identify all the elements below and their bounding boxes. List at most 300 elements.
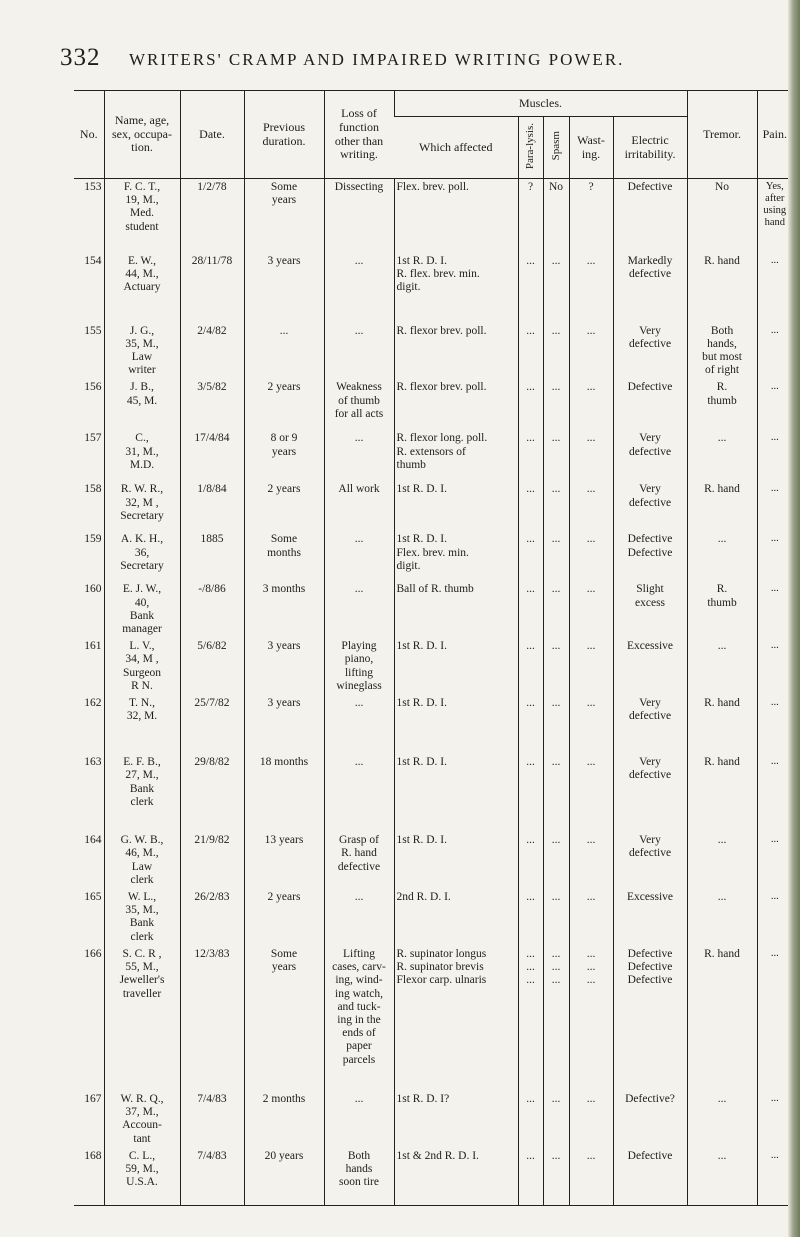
cell-electric-irritability: [613, 1148, 687, 1206]
cell-paralysis-text: ...: [526, 381, 535, 394]
cell-electric-irritability-text: Very defective: [628, 834, 672, 860]
cell-previous-duration-text: 2 months: [262, 1092, 306, 1105]
cell-spasm-text: ...: [551, 381, 561, 394]
cell-date-text: 7/4/83: [197, 1092, 227, 1105]
table-row: [74, 179, 792, 253]
cell-wasting-text: ?: [588, 181, 594, 193]
cell-electric-irritability-text: Very defective: [628, 324, 672, 350]
cell-date: [180, 638, 244, 695]
cell-date: [180, 379, 244, 430]
cell-case-number: [74, 323, 104, 380]
cell-paralysis-text: ...: [526, 533, 535, 546]
cell-case-number: [74, 695, 104, 754]
cell-date: [180, 832, 244, 889]
cell-paralysis: [518, 695, 543, 754]
cell-electric-irritability: [613, 832, 687, 889]
cell-pain-text: ...: [770, 834, 779, 846]
cell-tremor-text: Both hands, but most of right: [702, 324, 742, 377]
cell-loss-of-function: [324, 695, 394, 754]
cell-wasting: [569, 379, 613, 430]
cell-paralysis: [518, 832, 543, 889]
cell-case-number-text: 154: [84, 254, 102, 267]
cell-paralysis-text: ...: [526, 483, 535, 496]
header-pain: Pain.: [757, 91, 792, 179]
cell-spasm-text: ...: [551, 432, 561, 445]
cell-muscles-affected: [394, 1091, 518, 1148]
cell-previous-duration-text: 3 years: [267, 254, 301, 267]
cell-patient-text: J. G., 35, M., Law writer: [125, 324, 159, 377]
cell-spasm-text: ...: [551, 483, 561, 496]
cell-loss-of-function: [324, 430, 394, 481]
cell-date: [180, 531, 244, 581]
cell-case-number-text: 155: [84, 324, 102, 337]
cell-spasm-text: No: [548, 181, 564, 193]
cell-loss-of-function-text: Dissecting: [334, 181, 384, 193]
header-no: No.: [74, 91, 104, 179]
cell-date: [180, 695, 244, 754]
cell-tremor: [687, 481, 757, 531]
cell-spasm: [543, 695, 569, 754]
header-loss-of-function: Loss of function other than writing.: [324, 91, 394, 179]
cell-paralysis: [518, 323, 543, 380]
cell-paralysis-text: ...: [526, 432, 535, 445]
cell-muscles-affected: [394, 946, 518, 1091]
cell-case-number-text: 167: [84, 1092, 102, 1105]
cell-patient: [104, 638, 180, 695]
cell-date: [180, 754, 244, 832]
cell-previous-duration: [244, 379, 324, 430]
cell-wasting: [569, 531, 613, 581]
cell-tremor: [687, 638, 757, 695]
cell-paralysis-text: ...: [526, 697, 535, 710]
cell-patient-text: C., 31, M., M.D.: [125, 432, 159, 471]
cell-muscles-affected-text: 1st R. D. I.: [396, 640, 447, 653]
cell-spasm: [543, 946, 569, 1091]
cell-electric-irritability: [613, 581, 687, 638]
cell-spasm: [543, 430, 569, 481]
header-previous-duration: Previous duration.: [244, 91, 324, 179]
table-row: [74, 638, 792, 695]
cell-spasm-text: ...: [551, 533, 561, 546]
cell-date-text: 17/4/84: [194, 432, 230, 445]
cell-case-number-text: 168: [84, 1149, 102, 1162]
cell-date: [180, 889, 244, 946]
cell-date: [180, 253, 244, 323]
cell-pain: [757, 323, 792, 380]
cell-paralysis-text: ...: [526, 891, 535, 903]
cell-case-number-text: 166: [84, 947, 102, 960]
cell-electric-irritability: [613, 323, 687, 380]
book-spine-edge: [788, 0, 800, 1237]
header-muscles: Muscles.: [394, 91, 687, 117]
cell-muscles-affected: [394, 832, 518, 889]
cell-previous-duration-text: 20 years: [264, 1149, 304, 1162]
cell-date-text: 7/4/83: [197, 1149, 227, 1162]
cell-spasm: [543, 253, 569, 323]
cell-muscles-affected-text: 1st R. D. I. R. flex. brev. min. digit.: [396, 254, 480, 293]
cell-tremor-text: R. hand: [704, 756, 740, 769]
cell-case-number: [74, 1091, 104, 1148]
cell-tremor: [687, 531, 757, 581]
cell-spasm: [543, 581, 569, 638]
cell-wasting-text: ...: [586, 640, 596, 653]
cell-spasm: [543, 754, 569, 832]
cell-spasm: [543, 638, 569, 695]
cell-patient: [104, 754, 180, 832]
cell-loss-of-function-text: ...: [354, 432, 364, 445]
cell-patient-text: W. R. Q., 37, M., Accoun- tant: [120, 1092, 164, 1145]
cell-case-number-text: 159: [84, 533, 102, 546]
cell-loss-of-function: [324, 481, 394, 531]
cell-paralysis-text: ...: [526, 324, 535, 337]
cell-electric-irritability-text: Excessive: [627, 891, 673, 903]
cell-spasm-text: ...: [551, 834, 561, 847]
cell-tremor: [687, 1091, 757, 1148]
cell-paralysis: [518, 179, 543, 253]
cell-paralysis: [518, 481, 543, 531]
cell-tremor-text: ...: [717, 432, 727, 445]
cell-wasting-text: ...: [586, 756, 596, 769]
cell-electric-irritability-text: Defective: [627, 381, 673, 394]
table-row: [74, 581, 792, 638]
cell-wasting: [569, 695, 613, 754]
cell-electric-irritability: [613, 754, 687, 832]
cell-electric-irritability-text: Very defective: [628, 432, 672, 458]
cell-wasting-text: ...: [586, 324, 596, 337]
cell-patient: [104, 481, 180, 531]
cell-paralysis: [518, 754, 543, 832]
table-row: [74, 253, 792, 323]
cell-case-number-text: 157: [84, 432, 102, 445]
cell-tremor: [687, 754, 757, 832]
cell-case-number: [74, 179, 104, 253]
cell-muscles-affected-text: 1st R. D. I. Flex. brev. min. digit.: [396, 533, 469, 572]
cell-muscles-affected-text: 1st R. D. I.: [396, 756, 447, 769]
cell-patient: [104, 581, 180, 638]
cell-paralysis: [518, 946, 543, 1091]
cell-patient: [104, 531, 180, 581]
cell-wasting: [569, 889, 613, 946]
table-row: [74, 1148, 792, 1206]
cell-muscles-affected: [394, 481, 518, 531]
cell-date-text: 1/8/84: [197, 483, 227, 496]
cell-date: [180, 946, 244, 1091]
cell-spasm-text: ...: [551, 891, 561, 903]
cell-loss-of-function: [324, 253, 394, 323]
cell-paralysis: [518, 1148, 543, 1206]
cell-wasting-text: ...: [586, 1092, 596, 1105]
cell-spasm-text: ...: [551, 697, 561, 710]
cell-patient-text: A. K. H., 36, Secretary: [120, 533, 164, 572]
cell-previous-duration: [244, 946, 324, 1091]
cell-spasm-text: ...: [551, 1149, 561, 1162]
cell-patient-text: R. W. R., 32, M , Secretary: [120, 483, 164, 522]
cell-previous-duration: [244, 832, 324, 889]
cell-case-number: [74, 638, 104, 695]
cell-wasting-text: ...: [586, 697, 596, 710]
cell-spasm: [543, 531, 569, 581]
table-row: [74, 481, 792, 531]
cell-paralysis-text: ...: [526, 1149, 535, 1162]
cell-wasting: [569, 253, 613, 323]
cell-loss-of-function: [324, 1148, 394, 1206]
cell-muscles-affected-text: Ball of R. thumb: [396, 583, 474, 596]
cell-pain: [757, 1148, 792, 1206]
cell-loss-of-function: [324, 946, 394, 1091]
cell-date: [180, 1091, 244, 1148]
cell-patient-text: J. B., 45, M.: [126, 381, 158, 407]
table-row: [74, 946, 792, 1091]
cell-tremor: [687, 889, 757, 946]
cell-tremor-text: R. thumb: [707, 381, 737, 407]
cell-paralysis: [518, 253, 543, 323]
cell-muscles-affected-text: 2nd R. D. I.: [396, 891, 451, 903]
cell-case-number-text: 156: [84, 381, 102, 394]
cell-previous-duration-text: 3 years: [267, 640, 301, 653]
cell-wasting-text: ...: [586, 483, 596, 496]
cell-date-text: 5/6/82: [197, 640, 227, 653]
cell-loss-of-function-text: Weakness of thumb for all acts: [334, 381, 384, 420]
cell-date-text: 1/2/78: [197, 181, 227, 193]
cell-muscles-affected-text: Flex. brev. poll.: [396, 181, 469, 193]
cell-date-text: 28/11/78: [191, 254, 233, 267]
cell-pain-text: ...: [770, 381, 779, 393]
cell-electric-irritability-text: Very defective: [628, 756, 672, 782]
cell-case-number-text: 158: [84, 483, 102, 496]
cell-tremor-text: ...: [717, 533, 727, 546]
cell-loss-of-function: [324, 323, 394, 380]
cell-previous-duration: [244, 695, 324, 754]
cell-electric-irritability-text: Defective Defective Defective: [627, 947, 673, 987]
cell-wasting-text: ...: [586, 432, 596, 445]
header-paralysis: [518, 117, 543, 179]
cell-electric-irritability-text: Markedly defective: [627, 254, 673, 280]
cell-previous-duration-text: 18 months: [259, 756, 309, 769]
cell-pain-text: ...: [770, 640, 779, 652]
cell-date-text: 29/8/82: [194, 756, 230, 769]
cell-electric-irritability-text: Defective: [627, 181, 673, 193]
cell-patient: [104, 946, 180, 1091]
cell-electric-irritability: [613, 430, 687, 481]
cell-case-number-text: 163: [84, 756, 102, 769]
cell-wasting: [569, 946, 613, 1091]
cell-paralysis-text: ...: [526, 1092, 535, 1105]
cell-wasting: [569, 323, 613, 380]
cell-muscles-affected-text: R. supinator longus R. supinator brevis Flexor carp. ulnaris: [396, 947, 487, 987]
cell-electric-irritability-text: Very defective: [628, 697, 672, 723]
cell-electric-irritability: [613, 379, 687, 430]
cell-muscles-affected-text: 1st & 2nd R. D. I.: [396, 1149, 479, 1162]
cell-wasting: [569, 832, 613, 889]
cell-wasting-text: ...: [586, 583, 596, 596]
cell-patient: [104, 430, 180, 481]
cell-patient: [104, 889, 180, 946]
cell-case-number: [74, 379, 104, 430]
cell-patient: [104, 323, 180, 380]
cell-loss-of-function-text: ...: [354, 254, 364, 267]
cell-pain: [757, 946, 792, 1091]
cell-paralysis: [518, 1091, 543, 1148]
cell-pain-text: ...: [770, 756, 779, 768]
cell-pain: [757, 638, 792, 695]
cell-electric-irritability: [613, 481, 687, 531]
cell-previous-duration: [244, 253, 324, 323]
cell-case-number: [74, 531, 104, 581]
cell-muscles-affected: [394, 638, 518, 695]
cell-paralysis: [518, 581, 543, 638]
cell-muscles-affected-text: 1st R. D. I.: [396, 697, 447, 710]
page-title: WRITERS' CRAMP AND IMPAIRED WRITING POWER.: [129, 50, 625, 69]
cell-spasm-text: ...: [551, 324, 561, 337]
cell-loss-of-function-text: ...: [354, 1092, 364, 1105]
cell-muscles-affected: [394, 531, 518, 581]
cell-muscles-affected: [394, 253, 518, 323]
cell-muscles-affected: [394, 430, 518, 481]
cell-pain: [757, 430, 792, 481]
header-wasting: Wast-ing.: [569, 117, 613, 179]
cell-electric-irritability-text: Defective?: [625, 1092, 675, 1105]
cell-electric-irritability-text: Defective: [627, 1149, 673, 1162]
cell-loss-of-function: [324, 754, 394, 832]
cell-previous-duration: [244, 531, 324, 581]
cell-date-text: 26/2/83: [194, 891, 230, 903]
cell-muscles-affected: [394, 889, 518, 946]
cell-paralysis-text: ...: [526, 834, 535, 847]
cell-tremor: [687, 430, 757, 481]
cell-patient-text: E. J. W., 40, Bank manager: [122, 583, 162, 636]
cell-patient-text: S. C. R , 55, M., Jeweller's traveller: [119, 947, 165, 1000]
cell-previous-duration: [244, 889, 324, 946]
cell-spasm-text: ...: [551, 1092, 561, 1105]
cell-electric-irritability-text: Defective Defective: [627, 533, 673, 559]
cell-muscles-affected-text: R. flexor brev. poll.: [396, 324, 487, 337]
cell-patient: [104, 832, 180, 889]
cell-electric-irritability: [613, 946, 687, 1091]
cell-pain-text: ...: [770, 254, 779, 266]
cell-wasting: [569, 581, 613, 638]
cell-date-text: 12/3/83: [194, 947, 230, 960]
cell-electric-irritability-text: Excessive: [627, 640, 673, 653]
cell-paralysis-text: ...: [526, 640, 535, 653]
cell-patient: [104, 179, 180, 253]
cell-muscles-affected: [394, 179, 518, 253]
table-row: [74, 430, 792, 481]
cell-wasting-text: ...: [586, 1149, 596, 1162]
cell-loss-of-function: [324, 531, 394, 581]
cell-patient-text: L. V., 34, M , Surgeon R N.: [122, 640, 162, 692]
cell-muscles-affected-text: 1st R. D. I.: [396, 834, 447, 847]
cell-previous-duration-text: Some years: [270, 181, 298, 207]
cell-previous-duration-text: Some months: [267, 533, 301, 559]
cell-loss-of-function: [324, 889, 394, 946]
table-row: [74, 1091, 792, 1148]
cell-pain-text: ...: [770, 697, 779, 709]
cell-loss-of-function: [324, 581, 394, 638]
cell-pain-text: ...: [770, 432, 779, 444]
cell-case-number: [74, 832, 104, 889]
cell-pain-text: ...: [770, 483, 779, 495]
cell-case-number: [74, 581, 104, 638]
cell-muscles-affected: [394, 754, 518, 832]
cell-patient: [104, 695, 180, 754]
cell-previous-duration-text: 3 years: [267, 697, 301, 710]
cell-muscles-affected: [394, 1148, 518, 1206]
cell-muscles-affected-text: 1st R. D. I?: [396, 1092, 450, 1105]
cell-wasting: [569, 1148, 613, 1206]
cell-pain-text: Yes, after using hand: [763, 181, 787, 229]
cell-wasting: [569, 638, 613, 695]
cell-tremor-text: No: [715, 181, 730, 193]
cell-date: [180, 179, 244, 253]
cell-paralysis: [518, 379, 543, 430]
cell-pain: [757, 481, 792, 531]
cell-spasm-text: ... ... ...: [551, 947, 561, 987]
cell-loss-of-function: [324, 179, 394, 253]
cell-previous-duration-text: Some years: [270, 947, 298, 974]
cell-pain: [757, 581, 792, 638]
table-row: [74, 889, 792, 946]
cell-case-number: [74, 430, 104, 481]
cell-case-number: [74, 754, 104, 832]
cell-paralysis-text: ...: [526, 756, 535, 769]
cell-date-text: 25/7/82: [194, 697, 230, 710]
cell-muscles-affected-text: R. flexor long. poll. R. extensors of thumb: [396, 432, 488, 471]
cell-paralysis: [518, 638, 543, 695]
cell-patient-text: F. C. T., 19, M., Med. student: [123, 181, 161, 233]
table-row: [74, 754, 792, 832]
cell-patient: [104, 379, 180, 430]
cell-case-number: [74, 253, 104, 323]
cell-loss-of-function: [324, 832, 394, 889]
cell-electric-irritability: [613, 889, 687, 946]
cell-wasting: [569, 430, 613, 481]
cell-date-text: 1885: [200, 533, 224, 546]
cell-loss-of-function-text: Lifting cases, carv- ing, wind- ing watch, and tuck- ing in the ends of paper parcels: [332, 947, 386, 1066]
cell-date: [180, 323, 244, 380]
cell-electric-irritability: [613, 695, 687, 754]
cell-previous-duration-text: 2 years: [267, 483, 301, 496]
header-date: Date.: [180, 91, 244, 179]
cell-date: [180, 1148, 244, 1206]
table-row: [74, 695, 792, 754]
cell-date-text: 21/9/82: [194, 834, 230, 847]
cell-tremor-text: R. hand: [704, 254, 740, 267]
cell-electric-irritability: [613, 531, 687, 581]
cell-case-number-text: 165: [84, 891, 102, 903]
header-spasm: [543, 117, 569, 179]
header-name: Name, age, sex, occupa-tion.: [104, 91, 180, 179]
cell-pain: [757, 695, 792, 754]
cell-previous-duration: [244, 1091, 324, 1148]
cell-pain: [757, 179, 792, 253]
case-table: [74, 90, 792, 1206]
cell-wasting: [569, 1091, 613, 1148]
cell-case-number: [74, 946, 104, 1091]
cell-loss-of-function-text: Grasp of R. hand defective: [337, 834, 381, 873]
cell-loss-of-function: [324, 379, 394, 430]
cell-loss-of-function-text: ...: [354, 324, 364, 337]
cell-patient-text: E. F. B., 27, M., Bank clerk: [123, 756, 161, 808]
cell-patient-text: C. L., 59, M., U.S.A.: [125, 1149, 159, 1189]
table-row: [74, 531, 792, 581]
cell-wasting-text: ...: [586, 891, 596, 903]
cell-tremor-text: ...: [717, 1092, 727, 1105]
cell-loss-of-function-text: ...: [354, 533, 364, 546]
cell-case-number-text: 160: [84, 583, 102, 596]
cell-spasm: [543, 179, 569, 253]
cell-case-number-text: 153: [84, 181, 102, 193]
cell-pain: [757, 832, 792, 889]
